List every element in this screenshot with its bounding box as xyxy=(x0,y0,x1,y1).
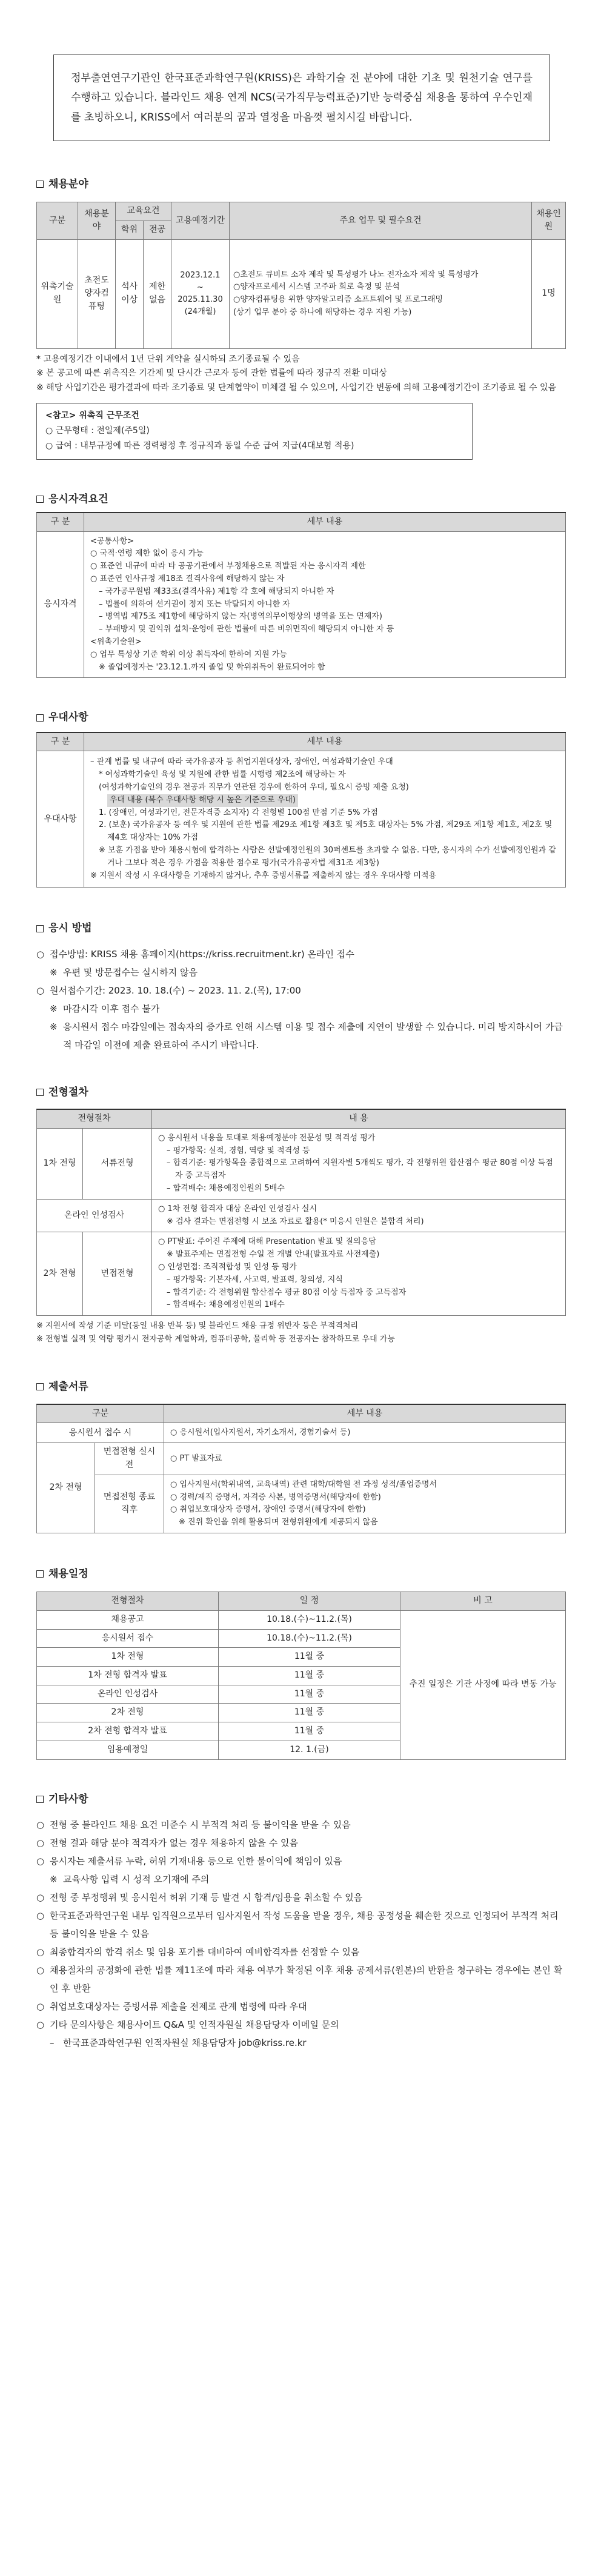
stage1-sub: 서류전형 xyxy=(83,1128,152,1199)
schedule-date: 10.18.(수)~11.2.(목) xyxy=(219,1629,400,1648)
eligibility-details: <공통사항> ○ 국적·연령 제한 없이 응시 가능 ○ 표준연 내규에 따라 타 공공기관에서 부정채용으로 적발된 자는 응시자격 제한 ○ 표준연 인사규정 제18조 결격사유에 해당하지 않는 자 – 국가공무원법 제33조(결격사유) 제1항 각 호에 해당되지 아니한 자 – 법률에 의하여 선거권이 정지 또는 박탈되지 아니한 자 – 병역법 제75조 제1항에 해당하지 않는 자(병역의무이행상의 병역을 또는 면제자) – 부패방지 및 권익위 설치·운영에 관한 법률에 따른 비위면직에 해당되지 아니한 자 등 <위촉기술원> ○ 업무 특성상 기준 학위 이상 취득자에 한하여 지원 가능 ※ 졸업예정자는 '23.12.1.까지 졸업 및 학위취득이 완료되어야 함 xyxy=(84,531,566,678)
list-bullet: ○ xyxy=(36,1946,45,1957)
list-bullet: ○ xyxy=(36,1964,45,1976)
work-conditions-box: <참고> 위촉직 근무조건 ○ 근무형태 : 전일제(주5일) ○ 급여 : 내부규정에 따른 경력평정 후 정규직과 동일 수준 급여 지급(4대보험 적용) xyxy=(36,403,473,460)
list-bullet: – xyxy=(50,2037,55,2048)
list-text: 응시자는 제출서류 누락, 허위 기재내용 등으로 인한 불이익에 책임이 있음 xyxy=(50,1855,342,1867)
schedule-date: 11월 중 xyxy=(219,1685,400,1704)
list-item xyxy=(36,1997,566,2016)
square-bullet-icon xyxy=(36,714,44,722)
list-item xyxy=(36,945,566,963)
position-count: 1명 xyxy=(532,239,566,348)
list-text: 취업보호대상자는 증빙서류 제출을 전제로 관계 법령에 따라 우대 xyxy=(50,2000,307,2012)
list-text: 응시원서 접수 마감일에는 접속자의 증가로 인해 시스템 이용 및 접수 제출에 지연이 발생할 수 있습니다. 미리 방지하시어 가급적 마감일 이전에 제출 완료하여 주시기 바랍니다. xyxy=(63,1021,563,1051)
schedule-stage: 임용예정일 xyxy=(37,1741,219,1759)
list-item xyxy=(36,1943,566,1961)
list-item xyxy=(36,1018,566,1054)
list-text: 기타 문의사항은 채용사이트 Q&A 및 인적자원실 채용담당자 이메일 문의 xyxy=(50,2019,339,2030)
list-item xyxy=(36,1816,566,1834)
position-degree: 석사이상 xyxy=(116,239,144,348)
list-text: 최종합격자의 합격 취소 및 임용 포기를 대비하여 예비합격자를 선정할 수 있음 xyxy=(50,1946,360,1957)
list-item xyxy=(36,1907,566,1943)
online-test-details: ○ 1차 전형 합격자 대상 온라인 인성검사 실시 ※ 검사 결과는 면접전형 시 보조 자료로 활용(* 미응시 인원은 불합격 처리) xyxy=(152,1199,566,1232)
schedule-stage: 채용공고 xyxy=(37,1611,219,1630)
docs-row3-type: 면접전형 종료 직후 xyxy=(95,1475,164,1533)
schedule-table: 전형절차 일 정 비 고 채용공고 10.18.(수)~11.2.(목) 추진 일정은 기관 사정에 따라 변동 가능 응시원서 접수 10.18.(수)~11.2.(목) 1차 전형 11월 중 1차 전형 합격자 발표 11월 중 온라인 인성검사 11월 중 2차 전형 11월 중 2차 전형 합격자 발표 11월 중 임용예정일 12. 1.(금) xyxy=(36,1592,566,1759)
list-item xyxy=(36,2016,566,2034)
section-title-schedule: 채용일정 xyxy=(36,1566,566,1582)
schedule-row xyxy=(37,1611,566,1630)
square-bullet-icon xyxy=(36,1796,44,1803)
list-bullet: ○ xyxy=(36,1910,45,1921)
list-bullet: ○ xyxy=(36,2000,45,2012)
stage2-details: ○ PT발표: 주어진 주제에 대해 Presentation 발표 및 질의응답 ※ 발표주제는 면접전형 수일 전 개별 안내(발표자료 사전제출) ○ 인성면접: 조직적합성 및 인성 등 평가 – 평가항목: 기본자세, 사고력, 발표력, 창의성, 지식 – 합격기준: 각 전형위원 합산점수 평균 80점 이상 득점자 중 고득점자 – 합격배수: 채용예정인원의 1배수 xyxy=(152,1232,566,1316)
docs-row1-type: 응시원서 접수 시 xyxy=(37,1423,164,1443)
list-text: 전형 중 부정행위 및 응시원서 허위 기재 등 발견 시 합격/임용을 취소할 수 있음 xyxy=(50,1891,363,1903)
stage1-details: ○ 응시원서 내용을 토대로 채용예정분야 전문성 및 적격성 평가 – 평가항목: 실적, 경험, 역량 및 적격성 등 – 합격기준: 평가항목을 종합적으로 고려하여 지원자별 5개씩도 평가, 각 전형위원 합산점수 평균 80점 이상 득점자 중 고득점자 – 합격배수: 채용예정인원의 5배수 xyxy=(152,1128,566,1199)
list-item xyxy=(36,1961,566,1997)
docs-row2-content: ○ PT 발표자료 xyxy=(164,1443,566,1475)
list-bullet: ※ xyxy=(50,1873,58,1885)
preferences-type: 우대사항 xyxy=(37,751,84,888)
list-text: 교육사항 입력 시 성적 오기재에 주의 xyxy=(63,1873,210,1885)
stage2-label: 2차 전형 xyxy=(37,1232,83,1316)
docs-row2-type: 면접전형 실시 전 xyxy=(95,1443,164,1475)
list-bullet: ※ xyxy=(50,1021,58,1032)
list-bullet: ○ xyxy=(36,1891,45,1903)
schedule-date: 11월 중 xyxy=(219,1722,400,1741)
square-bullet-icon xyxy=(36,181,44,188)
square-bullet-icon xyxy=(36,1089,44,1096)
schedule-date: 12. 1.(금) xyxy=(219,1741,400,1759)
list-item xyxy=(36,1000,566,1018)
list-item xyxy=(36,1888,566,1907)
list-item xyxy=(36,963,566,981)
preferences-table: 구 분 세부 내용 우대사항 – 관계 법률 및 내규에 따라 국가유공자 등 취업지원대상자, 장애인, 여성과학기술인 우대 * 여성과학기술인 육성 및 지원에 관한 법률 시행령 제2조에 해당하는 자 (여성과학기술인의 경우 전공과 직무가 연관된 경우에 한하여 우대, 필요시 증빙 제출 요청) 우대 내용 (복수 우대사항 해당 시 높은 기준으로 우대) 1. (장애인, 여성과기인, 전문자격증 소지자) 각 전형별 100점 만점 기준 5% 가점 2. (보훈) 국가유공자 등 예우 및 지원에 관한 법률 제29조 제1항 제3호 및 제5호 대상자는 5% 가점, 제29조 제1항 제1호, 제2호 및 제4호 대상자는 10% 가점 ※ 보훈 가점을 받아 채용시험에 합격하는 사람은 선발예정인원의 30퍼센트를 초과할 수 없음. 다만, 응시자의 수가 선발예정인원과 같거나 그보다 적은 경우 가점을 적용한 점수로 평가(국가유공자법 제31조 제3항) ※ 지원서 작성 시 우대사항을 기재하지 않거나, 추후 증빙서류를 제출하지 않는 경우 우대사항 미적용 xyxy=(36,732,566,888)
apply-method-list xyxy=(36,945,566,1054)
docs-stage2: 2차 전형 xyxy=(37,1443,95,1533)
list-text: 우편 및 방문접수는 실시하지 않음 xyxy=(63,966,198,978)
schedule-date: 11월 중 xyxy=(219,1648,400,1667)
list-item xyxy=(36,1852,566,1870)
documents-table: 구분 세부 내용 응시원서 접수 시 ○ 응시원서(입사지원서, 자기소개서, 경험기술서 등) 2차 전형 면접전형 실시 전 ○ PT 발표자료 면접전형 종료 직후 ○ 입사지원서(학위내역, 교육내역) 관련 대학/대학원 전 과정 성적/졸업증명서 ○ 경력/재직 증명서, 자격증 사본, 병역증명서(해당자에 한함) ○ 취업보호대상자 증명서, 장애인 증명서(해당자에 한함) ※ 진위 확인을 위해 활용되며 전형위원에게 제공되지 않음 xyxy=(36,1404,566,1533)
position-duties: ○초전도 큐비트 소자 제작 및 특성평가 나노 전자소자 제작 및 특성평가 ○양자프로세서 시스템 고주파 회로 측정 및 분석 ○양자컴퓨팅용 위한 양자알고리즘 소프트웨어 및 프로그래밍 (상기 업무 분야 중 하나에 해당하는 경우 지원 가능) xyxy=(230,239,532,348)
position-type: 위촉기술원 xyxy=(37,239,78,348)
list-bullet: ※ xyxy=(50,1003,58,1014)
eligibility-table: 구 분 세부 내용 응시자격 <공통사항> ○ 국적·연령 제한 없이 응시 가능 ○ 표준연 내규에 따라 타 공공기관에서 부정채용으로 적발된 자는 응시자격 제한 ○ 표준연 인사규정 제18조 결격사유에 해당하지 않는 자 – 국가공무원법 제33조(결격사유) 제1항 각 호에 해당되지 아니한 자 – 법률에 의하여 선거권이 정지 또는 박탈되지 아니한 자 – 병역법 제75조 제1항에 해당하지 않는 자(병역의무이행상의 병역을 또는 면제자) – 부패방지 및 권익위 설치·운영에 관한 법률에 따른 비위면직에 해당되지 아니한 자 등 <위촉기술원> ○ 업무 특성상 기준 학위 이상 취득자에 한하여 지원 가능 ※ 졸업예정자는 '23.12.1.까지 졸업 및 학위취득이 완료되어야 함 xyxy=(36,512,566,678)
schedule-date: 11월 중 xyxy=(219,1704,400,1722)
square-bullet-icon xyxy=(36,496,44,503)
section-title-process: 전형절차 xyxy=(36,1084,566,1100)
schedule-stage: 2차 전형 xyxy=(37,1704,219,1722)
section-title-preferences: 우대사항 xyxy=(36,709,566,725)
eligibility-type: 응시자격 xyxy=(37,531,84,678)
section-title-positions: 채용분야 xyxy=(36,176,566,192)
list-text: 전형 결과 해당 분야 적격자가 없는 경우 채용하지 않을 수 있음 xyxy=(50,1837,298,1848)
square-bullet-icon xyxy=(36,1570,44,1578)
list-item xyxy=(36,1870,566,1888)
list-text: 마감시각 이후 접수 불가 xyxy=(63,1003,160,1014)
schedule-stage: 온라인 인성검사 xyxy=(37,1685,219,1704)
online-test-label: 온라인 인성검사 xyxy=(37,1199,152,1232)
schedule-date: 10.18.(수)~11.2.(목) xyxy=(219,1611,400,1630)
stage1-label: 1차 전형 xyxy=(37,1128,83,1199)
schedule-stage: 1차 전형 합격자 발표 xyxy=(37,1667,219,1685)
position-major: 제한없음 xyxy=(144,239,171,348)
position-field: 초전도양자컴퓨팅 xyxy=(78,239,116,348)
section-title-apply: 응시 방법 xyxy=(36,920,566,936)
list-bullet: ※ xyxy=(50,966,58,978)
stage2-sub: 면접전형 xyxy=(83,1232,152,1316)
list-item xyxy=(36,981,566,1000)
section-title-eligibility: 응시자격요건 xyxy=(36,491,566,507)
square-bullet-icon xyxy=(36,925,44,932)
process-notes: ※ 지원서에 작성 기준 미달(동일 내용 반복 등) 및 블라인드 채용 규정 위반자 등은 부적격처리 ※ 전형별 실적 및 역량 평가시 전자공학 계열학과, 컴퓨터공학, 물리학 등 전공자는 참작하므로 우대 가능 xyxy=(36,1321,395,1344)
misc-list xyxy=(36,1816,566,2052)
preferences-details: – 관계 법률 및 내규에 따라 국가유공자 등 취업지원대상자, 장애인, 여성과학기술인 우대 * 여성과학기술인 육성 및 지원에 관한 법률 시행령 제2조에 해당하는 자 (여성과학기술인의 경우 전공과 직무가 연관된 경우에 한하여 우대, 필요시 증빙 제출 요청) 우대 내용 (복수 우대사항 해당 시 높은 기준으로 우대) 1. (장애인, 여성과기인, 전문자격증 소지자) 각 전형별 100점 만점 기준 5% 가점 2. (보훈) 국가유공자 등 예우 및 지원에 관한 법률 제29조 제1항 제3호 및 제5호 대상자는 5% 가점, 제29조 제1항 제1호, 제2호 및 제4호 대상자는 10% 가점 ※ 보훈 가점을 받아 채용시험에 합격하는 사람은 선발예정인원의 30퍼센트를 초과할 수 없음. 다만, 응시자의 수가 선발예정인원과 같거나 그보다 적은 경우 가점을 적용한 점수로 평가(국가유공자법 제31조 제3항) ※ 지원서 작성 시 우대사항을 기재하지 않거나, 추후 증빙서류를 제출하지 않는 경우 우대사항 미적용 xyxy=(84,751,566,888)
list-text: 한국표준과학연구원 내부 임직원으로부터 임사지원서 작성 도움을 받을 경우, 채용 공정성을 훼손한 것으로 인정되어 부적격 처리 등 불이익을 받을 수 있음 xyxy=(50,1910,559,1939)
schedule-remark: 추진 일정은 기관 사정에 따라 변동 가능 xyxy=(400,1611,566,1760)
section-title-documents: 제출서류 xyxy=(36,1379,566,1395)
square-bullet-icon xyxy=(36,1383,44,1390)
list-text: 한국표준과학연구원 인적자원실 채용담당자 job@kriss.re.kr xyxy=(63,2037,307,2048)
list-bullet: ○ xyxy=(36,2019,45,2030)
intro-box: 정부출연연구기관인 한국표준과학연구원(KRISS)은 과학기술 전 분야에 대한 기초 및 원천기술 연구를 수행하고 있습니다. 블라인드 채용 연계 NCS(국가직무능력표준)기반 능력중심 채용을 통하여 우수인재를 초빙하오니, KRISS에서 여러분의 꿈과 열정을 마음껏 펼치시길 바랍니다. xyxy=(53,55,550,141)
positions-table: 구분 채용분야 교육요건 고용예정기간 주요 업무 및 필수요건 채용인원 학위 전공 위촉기술원 초전도양자컴퓨팅 석사이상 제한없음 2023.12.1 ~ 2025.11.30 (24개월) ○초전도 큐비트 소자 제작 및 특성평가 나노 전자소자 제작 및 특성평가 ○양자프로세서 시스템 고주파 회로 측정 및 분석 ○양자컴퓨팅용 위한 양자알고리즘 소프트웨어 및 프로그래밍 (상기 업무 분야 중 하나에 해당하는 경우 지원 가능) 1명 xyxy=(36,202,566,348)
list-text: 원서접수기간: 2023. 10. 18.(수) ~ 2023. 11. 2.(목), 17:00 xyxy=(50,984,301,996)
list-text: 접수방법: KRISS 채용 홈페이지(https://kriss.recruitment.kr) 온라인 접수 xyxy=(50,948,354,960)
list-bullet: ○ xyxy=(36,1819,45,1830)
schedule-stage: 응시원서 접수 xyxy=(37,1629,219,1648)
list-bullet: ○ xyxy=(36,1855,45,1867)
schedule-date: 11월 중 xyxy=(219,1667,400,1685)
list-item xyxy=(36,1834,566,1852)
list-item xyxy=(36,2034,566,2052)
list-bullet: ○ xyxy=(36,948,45,960)
process-table: 전형절차 내 용 1차 전형 서류전형 ○ 응시원서 내용을 토대로 채용예정분야 전문성 및 적격성 평가 – 평가항목: 실적, 경험, 역량 및 적격성 등 – 합격기준: 평가항목을 종합적으로 고려하여 지원자별 5개씩도 평가, 각 전형위원 합산점수 평균 80점 이상 득점자 중 고득점자 – 합격배수: 채용예정인원의 5배수 온라인 인성검사 ○ 1차 전형 합격자 대상 온라인 인성검사 실시 ※ 검사 결과는 면접전형 시 보조 자료로 활용(* 미응시 인원은 불합격 처리) 2차 전형 면접전형 ○ PT발표: 주어진 주제에 대해 Presentation 발표 및 질의응답 ※ 발표주제는 면접전형 수일 전 개별 안내(발표자료 사전제출) ○ 인성면접: 조직적합성 및 인성 등 평가 – 평가항목: 기본자세, 사고력, 발표력, 창의성, 지식 – 합격기준: 각 전형위원 합산점수 평균 80점 이상 득점자 중 고득점자 – 합격배수: 채용예정인원의 1배수 xyxy=(36,1109,566,1316)
docs-row1-content: ○ 응시원서(입사지원서, 자기소개서, 경험기술서 등) xyxy=(164,1423,566,1443)
docs-row3-content: ○ 입사지원서(학위내역, 교육내역) 관련 대학/대학원 전 과정 성적/졸업증명서 ○ 경력/재직 증명서, 자격증 사본, 병역증명서(해당자에 한함) ○ 취업보호대상자 증명서, 장애인 증명서(해당자에 한함) ※ 진위 확인을 위해 활용되며 전형위원에게 제공되지 않음 xyxy=(164,1475,566,1533)
positions-notes: * 고용예정기간 이내에서 1년 단위 계약을 실시하되 조기종료될 수 있음 ※ 본 공고에 따른 위촉직은 기간제 및 단시간 근로자 등에 관한 법률에 따라 정규직 전환 미대상 ※ 해당 사업기간은 평가결과에 따라 조기종료 및 단계협약이 미체결 될 수 있으며, 사업기간 변동에 의해 고용예정기간이 조기종료 될 수 있음 xyxy=(36,354,557,393)
section-title-misc: 기타사항 xyxy=(36,1791,566,1807)
list-bullet: ○ xyxy=(36,984,45,996)
list-text: 채용절차의 공정화에 관한 법률 제11조에 따라 채용 여부가 확정된 이후 채용 공제서류(원본)의 반환을 청구하는 경우에는 본인 확인 후 반환 xyxy=(50,1964,563,1994)
position-period: 2023.12.1 ~ 2025.11.30 (24개월) xyxy=(171,239,230,348)
list-bullet: ○ xyxy=(36,1837,45,1848)
list-text: 전형 중 블라인드 채용 요건 미준수 시 부적격 처리 등 불이익을 받을 수 있음 xyxy=(50,1819,351,1830)
schedule-stage: 2차 전형 합격자 발표 xyxy=(37,1722,219,1741)
schedule-stage: 1차 전형 xyxy=(37,1648,219,1667)
